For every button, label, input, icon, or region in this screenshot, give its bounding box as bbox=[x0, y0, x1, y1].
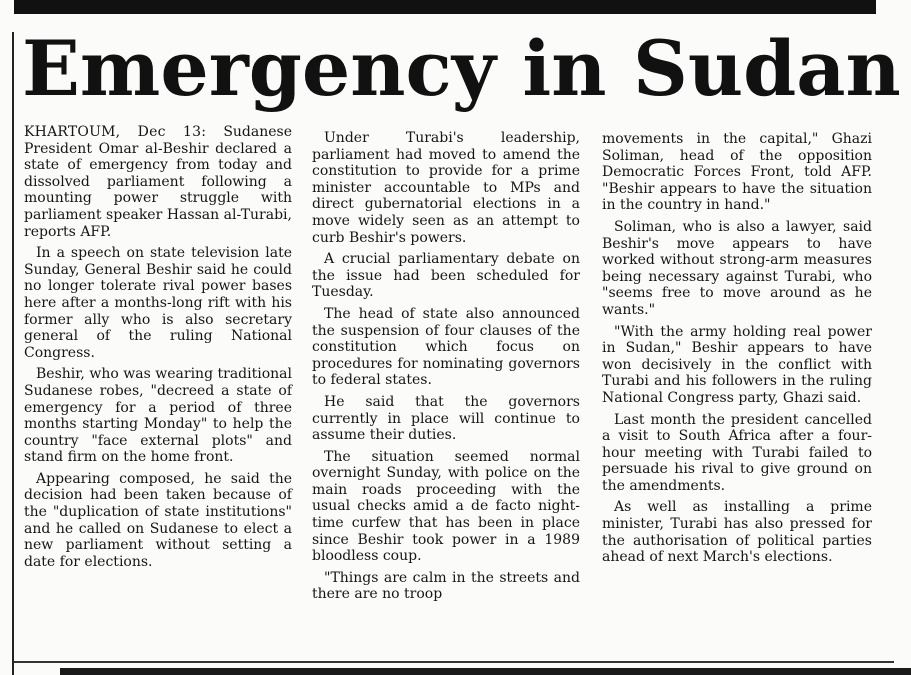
paragraph: Beshir, who was wearing traditional Sudanese robes, "decreed a state of emergency for a period of three months starting Monday" to help the country "face external plots" and stand firm on the home front. bbox=[24, 366, 292, 466]
paragraph: Soliman, who is also a lawyer, said Beshir's move appears to have worked without strong-arm measures being necessary against Turabi, who "seems free to move around as he wants." bbox=[602, 218, 872, 318]
article-column-3 bbox=[602, 131, 872, 571]
paragraph: He said that the governors currently in place will continue to assume their duties. bbox=[312, 393, 580, 444]
bottom-border-rule bbox=[14, 661, 894, 663]
paragraph: movements in the capital," Ghazi Soliman, head of the opposition Democratic Forces Front, told AFP. "Beshir appears to have the situation in the country in hand." bbox=[602, 131, 872, 214]
headline: Emergency in Sudan bbox=[22, 24, 901, 113]
paragraph bbox=[24, 124, 292, 240]
paragraph: "Things are calm in the streets and there are no troop bbox=[312, 569, 580, 603]
article-column-2 bbox=[312, 130, 580, 608]
paragraph: The situation seemed normal overnight Sunday, with police on the main roads proceeding with the usual checks amid a de facto night-time curfew that has been in place since Beshir took power in a 1989 bloodless coup. bbox=[312, 448, 580, 565]
paragraph: A crucial parliamentary debate on the issue had been scheduled for Tuesday. bbox=[312, 251, 580, 301]
paragraph: Under Turabi's leadership, parliament had moved to amend the constitution to provide for a prime minister accountable to MPs and direct gubernatorial elections in a move widely seen as an attempt to curb Beshir's powers. bbox=[312, 130, 580, 246]
dateline: KHARTOUM, Dec 13: bbox=[24, 124, 207, 140]
paragraph-text: Sudanese President Omar al-Beshir declared a state of emergency from today and dissolved parliament following a mounting power struggle with parliament speaker Hassan al-Turabi, reports AFP. bbox=[24, 124, 292, 240]
top-border-rule bbox=[14, 0, 876, 14]
paragraph: The head of state also announced the suspension of four clauses of the constitution which focus on procedures for nominating governors to federal states. bbox=[312, 305, 580, 389]
paragraph: Last month the president cancelled a visit to South Africa after a four-hour meeting with Turabi failed to persuade his rival to give ground on the amendments. bbox=[602, 411, 872, 494]
paragraph: In a speech on state television late Sunday, General Beshir said he could no longer tolerate rival power bases here after a months-long rift with his former ally who is also secretary general of the ruling National Congress. bbox=[24, 245, 292, 361]
article-column-1 bbox=[24, 124, 292, 575]
left-border-rule bbox=[12, 32, 14, 675]
next-article-edge bbox=[60, 668, 911, 675]
paragraph: Appearing composed, he said the decision had been taken because of the "duplication of state institutions" and he called on Sudanese to elect a new parliament without setting a date for elections. bbox=[24, 470, 292, 570]
paragraph: "With the army holding real power in Sudan," Beshir appears to have won decisively in the conflict with Turabi and his followers in the ruling National Congress party, Ghazi said. bbox=[602, 323, 872, 406]
paragraph: As well as installing a prime minister, Turabi has also pressed for the authorisation of political parties ahead of next March's elections. bbox=[602, 499, 872, 566]
